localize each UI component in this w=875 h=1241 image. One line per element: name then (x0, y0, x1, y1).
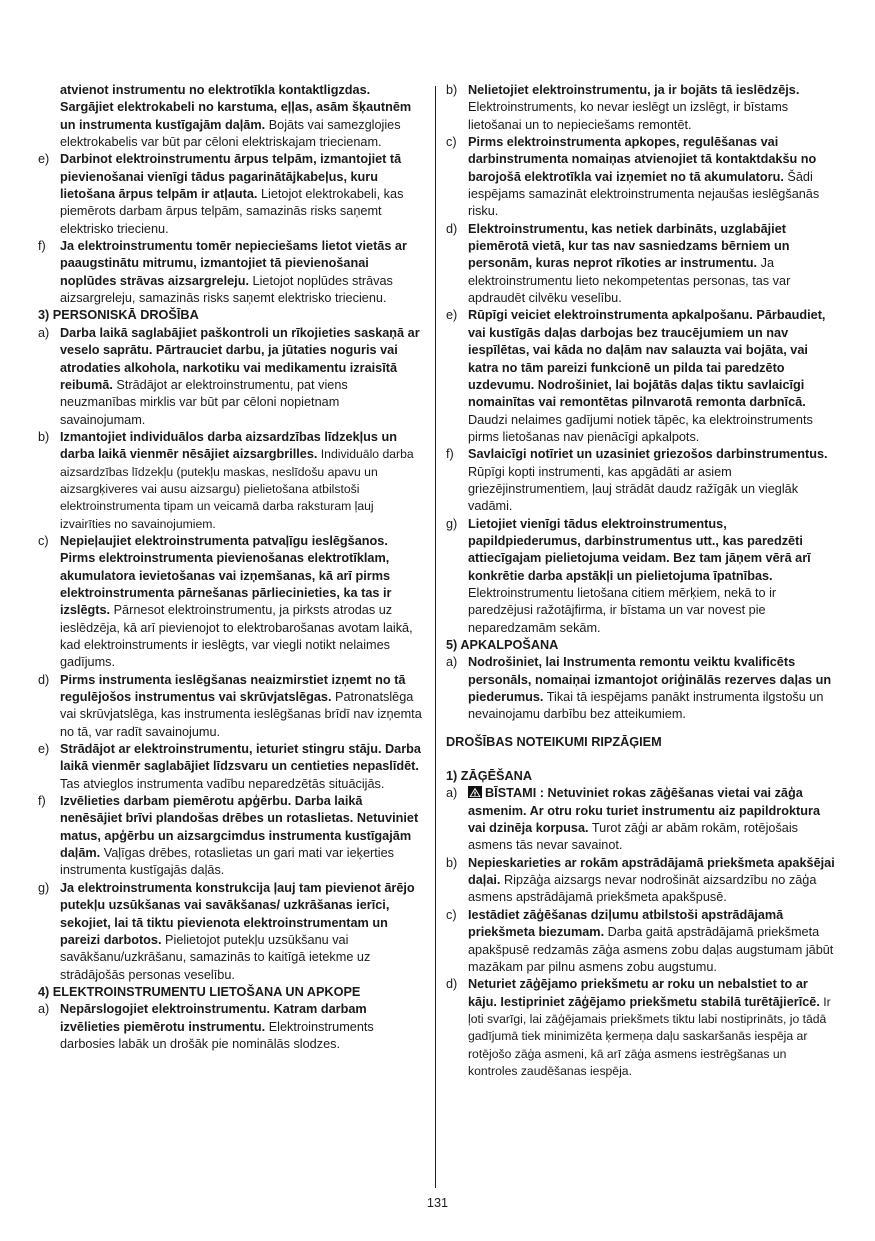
list-item: d) Elektroinstrumentu, kas netiek darbināts, uzglabājiet piemērotā vietā, kur tas nav sasniedzams bērniem un personām, kuras neprot rīkoties ar instrumentu. Ja elektroinstrumentu lieto nekompetentas personas, tas var apdraudēt cilvēku veselību. (446, 221, 791, 306)
section-heading: 4) ELEKTROINSTRUMENTU LIETOŠANA UN APKOPE (38, 984, 361, 999)
list-item: f) Ja elektroinstrumentu tomēr nepieciešams lietot vietās ar paaugstinātu mitrumu, izmantojiet tā pievienošanai noplūdes strāvas aizsargreleju. Lietojot noplūdes strāvas aizsargreleju, samazinās risks saņemt elektrisko triecienu. (38, 239, 407, 306)
section-heading: 5) APKALPOŠANA (446, 638, 559, 652)
list-item: a) Darba laikā saglabājiet paškontroli un rīkojieties saskaņā ar veselo saprātu. Pārtrauciet darbu, ja jūtaties noguris vai atrodaties alkohola, narkotiku vai medikamentu izraisītā reibumā. Strādājot ar elektroinstrumentu, pat viens neuzmanības mirklis var būt par cēloni nopietnam savainojumam. (38, 325, 420, 427)
list-item: d) Neturiet zāģējamo priekšmetu ar roku un nebalstiet to ar kāju. Iestipriniet zāģējamo priekšmetu stabilā turētājierīcē. Ir ļoti svarīgi, lai zāģējamais priekšmets tiktu labi nostiprināts, jo tādā gadījumā tiek minimizēta ķermeņa daļu saskaršanās iespēja ar rotējošo zāģa asmeni, kā arī zāģa asmens iestrēgšanas un kontroles zaudēšanas iespēja. (446, 977, 831, 1078)
document-title: DROŠĪBAS NOTEIKUMI RIPZĀĢIEM (446, 734, 662, 749)
list-item: b) Nelietojiet elektroinstrumentu, ja ir bojāts tā ieslēdzējs. Elektroinstruments, ko nevar ieslēgt un izslēgt, ir bīstams lietošanai un to nepieciešams remontēt. (446, 83, 800, 132)
list-item: f) Savlaicīgi notīriet un uzasiniet griezošos darbinstrumentus. Rūpīgi kopti instrumenti, kas apgādāti ar asiem griezējinstrumentiem, ļauj strādāt daudz ražīgāk un vieglāk vadāmi. (446, 447, 828, 514)
list-item: d) Pirms instrumenta ieslēgšanas neaizmirstiet izņemt no tā regulējošos instrumentus vai skrūvjatslēgas. Patronatslēga vai skrūvjatslēga, kas instrumenta ieslēgšanas brīdī nav izņemta no tā, var radīt savainojumu. (38, 672, 422, 739)
list-item: g) Ja elektroinstrumenta konstrukcija ļauj tam pievienot ārējo putekļu uzsūkšanas vai savākšanas/ uzkrāšanas ierīci, sekojiet, lai tā tiktu pievienota elektroinstrumentam un pareizi darbotos. Pielietojot putekļu uzsūkšanu vai savākšanu/uzkrāšanu, samazinās to kaitīgā ietekme uz strādājošās personas veselību. (38, 880, 415, 982)
list-item: a) Nepārslogojiet elektroinstrumentu. Katram darbam izvēlieties piemērotu instrumentu. Elektroinstruments darbosies labāk un drošāk pie nominālās slodzes. (38, 1002, 374, 1051)
page-number: 131 (426, 1196, 449, 1210)
list-item: a) Nodrošiniet, lai Instrumenta remontu veiktu kvalificēts personāls, nomaiņai izmantojot oriģinālās rezerves daļas un piederumus. Tikai tā iespējams panākt instrumenta ilgstošu un nevainojamu darbību bez atteikumiem. (446, 655, 832, 722)
list-item: e) Strādājot ar elektroinstrumentu, ieturiet stingru stāju. Darba laikā vienmēr saglabājiet līdzsvaru un centieties nepaslīdēt. Tas atvieglos instrumenta vadību neparedzētās situācijās. (38, 742, 421, 791)
left-column (38, 82, 424, 1053)
list-item: f) Izvēlieties darbam piemērotu apģērbu. Darba laikā nenēsājiet brīvi plandošas drēbes un rotaslietas. Netuviniet matus, apģērbu un aizsargcimdus instrumenta kustīgajām daļām. Vaļīgas drēbes, rotaslietas un gari mati var ieķerties instrumenta kustīgajās daļās. (38, 794, 419, 878)
section-heading: 1) ZĀĢĒŠANA (446, 769, 532, 784)
list-item: g) Lietojiet vienīgi tādus elektroinstrumentus, papildpiederumus, darbinstrumentus utt., kas paredzēti attiecīgajam pielietojuma veidam. Bez tam jāņem vērā arī konkrētie darba apstākļi un pielietojuma īpatnības. Elektroinstrumentu lietošana citiem mērķiem, nekā to ir paredzējusi ražotājfirma, ir bīstama un var novest pie neparedzamām sekām. (446, 516, 811, 635)
list-item: c) Iestādiet zāģēšanas dziļumu atbilstoši apstrādājamā priekšmeta biezumam. Darba gaitā apstrādājamā priekšmeta apakšpusē redzamās zāģa asmens zobu daļas augstumam jābūt mazākam par pilnu asmens zobu augstumu. (446, 907, 834, 974)
list-item: a) BĪSTAMI : Netuviniet rokas zāģēšanas vietai vai zāģa asmenim. Ar otru roku turiet instrumentu aiz papildroktura vai dzinēja korpusa. Turot zāģi ar abām rokām, rotējošais asmens tās nevar savainot. (446, 786, 821, 853)
list-item: atvienot instrumentu no elektrotīkla kontaktligzdas. Sargājiet elektrokabeli no karstuma, eļļas, asām šķautnēm un instrumenta kustīgajām daļām. Bojāts vai samezglojies elektrokabelis var būt par cēloni elektriskajam triecienam. (60, 83, 412, 150)
warning-icon (468, 786, 482, 798)
list-item: b) Izmantojiet individuālos darba aizsardzības līdzekļus un darba laikā vienmēr nēsājiet aizsargbrilles. Individuālo darba aizsardzības līdzekļu (putekļu maskas, neslīdošu apavu un aizsargķiveres vai ausu aizsargu) pielietošana atbilstoši elektroinstrumenta tipam un veicamā darba raksturam ļauj izvairīties no savainojumiem. (38, 429, 414, 531)
list-item: c) Pirms elektroinstrumenta apkopes, regulēšanas vai darbinstrumenta nomaiņas atvienojiet tā kontaktdakšu no barojošā elektrotīkla vai izņemiet no tā akumulatoru. Šādi iespējams samazināt elektroinstrumenta nejaušas ieslēgšanās risku. (446, 135, 820, 219)
list-item: c) Nepieļaujiet elektroinstrumenta patvaļīgu ieslēgšanos. Pirms elektroinstrumenta pievienošanas elektrotīklam, akumulatora ievietošanas vai izņemšanas, kā arī pirms elektroinstrumenta pārnešanas pārliecinieties, ka tas ir izslēgts. Pārnesot elektroinstrumentu, ja pirksts atrodas uz ieslēdzēja, kā arī pievienojot to elektrobarošanas avotam laikā, kad elektroinstruments ir ieslēgts, var viegli notikt nelaimes gadījums. (38, 533, 413, 670)
list-item: e) Rūpīgi veiciet elektroinstrumenta apkalpošanu. Pārbaudiet, vai kustīgās daļas darbojas bez traucējumiem un nav iespīlētas, vai kāda no daļām nav salauzta vai bojāta, vai katra no tām pareizi funkcionē un pilda tai paredzēto uzdevumu. Nodrošiniet, lai bojātās daļas tiktu savlaicīgi nomainītas vai remontētas pilnvarotā remonta darbnīcā. Daudzi nelaimes gadījumi notiek tāpēc, ka elektroinstruments pirms lietošanas nav pienācīgi apkalpots. (446, 308, 826, 444)
list-item: e) Darbinot elektroinstrumentu ārpus telpām, izmantojiet tā pievienošanai vienīgi tādus pagarinātājkabeļus, kuru lietošana ārpus telpām ir atļauta. Lietojot elektrokabeli, kas piemērots darbam ārpus telpām, samazinās risks saņemt elektrisko triecienu. (38, 152, 404, 236)
right-column (446, 82, 836, 1080)
list-item: b) Nepieskarieties ar rokām apstrādājamā priekšmeta apakšējai daļai. Ripzāģa aizsargs nevar nodrošināt aizsardzību no zāģa asmens apstrādājamā priekšmeta apakšpusē. (446, 855, 835, 905)
column-divider (435, 86, 436, 1188)
section-heading: 3) PERSONISKĀ DROŠĪBA (38, 308, 199, 323)
